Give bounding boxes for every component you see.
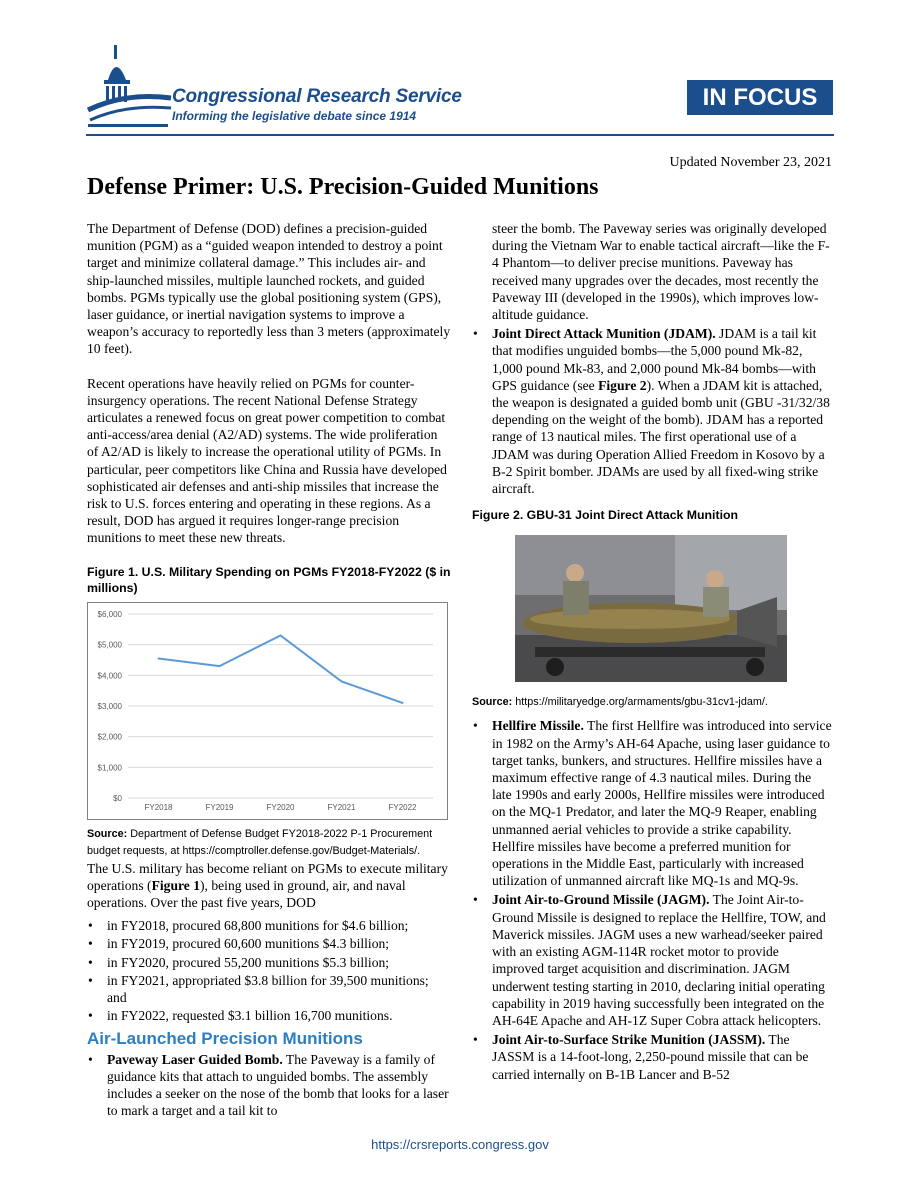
list-item	[472, 891, 834, 1029]
header-rule	[86, 134, 834, 136]
reliance-paragraph	[87, 860, 451, 912]
figure-1-source	[87, 826, 451, 860]
jagm-heading: Joint Air-to-Ground Missile (JAGM).	[492, 892, 710, 908]
jdam-heading: Joint Direct Attack Munition (JDAM).	[492, 326, 716, 342]
figure-1-ref: Figure 1	[151, 877, 201, 893]
list-item: • in FY2018, procured 68,800 munitions for $4.6 billion;	[87, 917, 451, 934]
missile-list	[472, 717, 834, 1082]
data-point	[341, 680, 343, 682]
data-point	[280, 634, 282, 636]
x-tick-label: FY2020	[266, 802, 295, 812]
jassm-heading: Joint Air-to-Surface Strike Munition (JASSM).	[492, 1032, 766, 1048]
org-tagline: Informing the legislative debate since 1914	[172, 109, 417, 123]
y-tick-label: $0	[113, 793, 122, 803]
page-title: Defense Primer: U.S. Precision-Guided Munitions	[87, 174, 599, 200]
list-item: • in FY2022, requested $3.1 billion 16,700 munitions.	[87, 1007, 451, 1024]
y-tick-label: $5,000	[97, 640, 122, 650]
paveway-continued: steer the bomb. The Paveway series was originally developed during the Vietnam War to enable tactical aircraft—like the F-4 Phantom—to deliver precise munitions. Paveway has received many upgrades over the decades, most recently the Paveway III (developed in the 1990s), which improves low-altitude guidance.	[492, 221, 830, 323]
org-name: Congressional Research Service	[172, 86, 462, 107]
list-item	[472, 717, 834, 889]
list-item	[87, 1051, 451, 1120]
jdam-photo	[515, 535, 787, 682]
reliance-text-b: ), being used in ground, air, and naval operations. Over the past five years, DOD	[87, 877, 406, 911]
y-tick-label: $1,000	[97, 762, 122, 772]
list-item: • in FY2021, appropriated $3.8 billion for 39,500 munitions; and	[87, 972, 451, 1006]
data-point	[402, 702, 404, 704]
x-tick-label: FY2021	[327, 802, 356, 812]
procurement-list	[87, 917, 451, 1024]
right-column	[472, 220, 834, 1083]
source-text: Department of Defense Budget FY2018-2022 P-1 Procurement budget requests, at https://comptroller.defense.gov/Budget-Materials/.	[87, 827, 433, 857]
jdam-text-b: ). When a JDAM kit is attached, the weapon is designated a guided bomb unit (GBU -31/32/38 depending on the weight of the bomb). JDAM has a reported range of 13 nautical miles. The first operational use of a JDAM was during Operation Allied Freedom in Kosovo by a B-2 Spirit bomber. JDAMs are used by all fixed-wing strike aircraft.	[492, 377, 830, 497]
y-tick-label: $2,000	[97, 732, 122, 742]
crs-capitol-logo	[86, 40, 176, 130]
updated-date: Updated November 23, 2021	[669, 155, 832, 170]
left-column	[87, 220, 451, 1120]
y-tick-label: $4,000	[97, 670, 122, 680]
source-label: Source:	[472, 696, 513, 709]
figure-1-chart	[87, 602, 448, 820]
jdam-list	[472, 325, 834, 497]
reliance-text-a: The U.S. military has become reliant on PGMs to execute military operations (	[87, 860, 448, 893]
source-label: Source:	[87, 827, 128, 840]
hellfire-text: The first Hellfire was introduced into service in 1982 on the Army’s AH-64 Apache, using laser guidance to target tanks, bunkers, and structures. Hellfire missiles have a maximum effective range of 4.3 nautical miles. During the late 1990s and early 2000s, Hellfire missiles were introduced on the MQ-1 Predator, and later the MQ-9 Reaper, enabling unmanned aerial vehicles to provide a strike capability. Hellfire missiles have become a preferred munition for operations in the Middle East, particularly with increased utilization of unmanned aircraft like MQ-1s and MQ-9s.	[492, 718, 832, 889]
in-focus-badge: IN FOCUS	[687, 80, 833, 115]
list-item	[472, 325, 834, 497]
x-tick-label: FY2019	[205, 802, 234, 812]
figure-1-title: Figure 1. U.S. Military Spending on PGMs FY2018-FY2022 ($ in millions)	[87, 564, 451, 595]
list-item: • in FY2020, procured 55,200 munitions $5.3 billion;	[87, 954, 451, 971]
list-item	[472, 1031, 834, 1083]
series-line	[159, 635, 403, 702]
figure-2-title: Figure 2. GBU-31 Joint Direct Attack Munition	[472, 508, 739, 523]
section-heading: Air-Launched Precision Munitions	[87, 1029, 363, 1049]
paveway-text: The Paveway is a family of guidance kits that attach to unguided bombs. The assembly includes a seeker on the nose of the bomb that looks for a laser to mark a target and a tail kit to	[107, 1051, 449, 1119]
figure-2-source	[472, 694, 834, 711]
list-item: • in FY2019, procured 60,600 munitions $4.3 billion;	[87, 935, 451, 952]
source-text: https://militaryedge.org/armaments/gbu-31cv1-jdam/.	[515, 696, 768, 709]
jagm-text: The Joint Air-to-Ground Missile is designed to replace the Hellfire, TOW, and Maverick missiles. JAGM uses a new warhead/seeker paired with an existing AGM-114R rocket motor to provide improved target acquisition and discrimination. JAGM underwent testing starting in 2010, declaring initial operating capability in 2019 having successfully been integrated on the AH-64E Apache and AH-1Z Super Cobra attack helicopters.	[492, 892, 826, 1028]
y-tick-label: $6,000	[97, 609, 122, 619]
data-point	[219, 665, 221, 667]
y-tick-label: $3,000	[97, 701, 122, 711]
x-tick-label: FY2022	[388, 802, 417, 812]
paveway-heading: Paveway Laser Guided Bomb.	[107, 1051, 283, 1067]
paveway-list	[87, 1051, 451, 1120]
hellfire-heading: Hellfire Missile.	[492, 718, 584, 734]
a2ad-paragraph: Recent operations have heavily relied on PGMs for counter-insurgency operations. The recent National Defense Strategy articulates a renewed focus on great power competition to combat anti-access/area denial (A2/AD) systems. The wide proliferation of A2/AD is likely to increase the operational utility of PGMs. In particular, peer competitors like China and Russia have developed sophisticated air defenses and anti-ship missiles that increase the risk to U.S. forces entering and operating in these regions. As a result, DOD has argued it requires longer-range precision munitions to meet these new threats.	[87, 375, 447, 546]
intro-paragraph: The Department of Defense (DOD) defines a precision-guided munition (PGM) as a “guided weapon intended to destroy a point target and minimize collateral damage.” This includes air- and ship-launched missiles, multiple launched rockets, and guided bombs. PGMs typically use the global positioning system (GPS), laser guidance, or inertial navigation systems to improve a weapon’s accuracy to reportedly less than 3 meters (approximately 10 feet).	[87, 221, 451, 357]
x-tick-label: FY2018	[144, 802, 173, 812]
jassm-text: The JASSM is a 14-foot-long, 2,250-pound missile that can be carried internally on B-1B Lancer and B-52	[492, 1032, 809, 1082]
spending-line-chart	[88, 603, 447, 819]
data-point	[158, 657, 160, 659]
figure-2-ref: Figure 2	[598, 377, 647, 393]
jdam-text-a: JDAM is a tail kit that modifies unguided bombs—the 5,000 pound Mk-82, 1,000 pound Mk-83, and 2,000 pound Mk-84 bombs—with GPS guidance (see	[492, 326, 817, 393]
footer-url[interactable]: https://crsreports.congress.gov	[371, 1137, 549, 1152]
